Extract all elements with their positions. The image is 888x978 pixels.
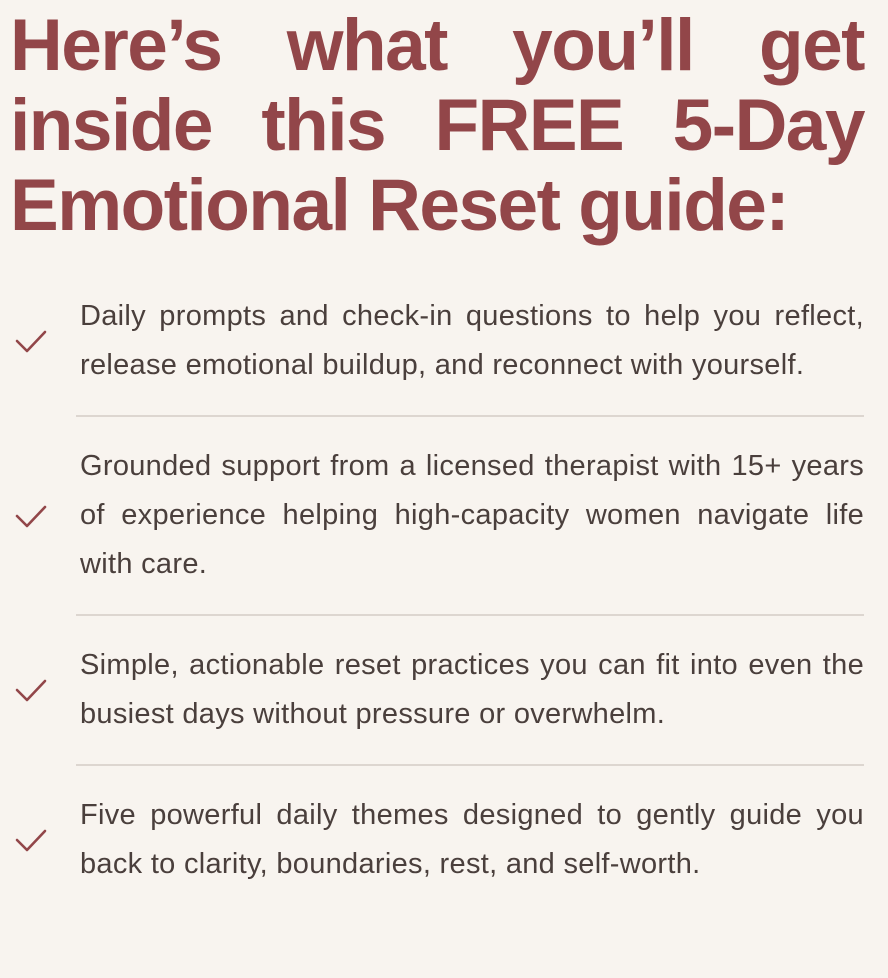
benefit-text: Grounded support from a licensed therapist with 15+ years of experience helping high-capacity women navigate life with care.: [80, 450, 864, 580]
benefit-text: Five powerful daily themes designed to gently guide you back to clarity, boundaries, rest, and self-worth.: [80, 799, 864, 880]
check-icon: [14, 502, 48, 530]
page-title: Here’s what you’ll get inside this FREE 5-Day Emotional Reset guide:: [10, 5, 864, 246]
benefit-item: [10, 791, 864, 889]
benefit-text: Daily prompts and check-in questions to help you reflect, release emotional buildup, and reconnect with yourself.: [80, 300, 864, 381]
benefit-item: [10, 641, 864, 739]
benefit-item: [10, 292, 864, 390]
check-icon: [14, 676, 48, 704]
divider: [76, 764, 864, 766]
divider: [76, 415, 864, 417]
benefits-list: [10, 292, 864, 889]
benefit-item: [10, 442, 864, 589]
check-icon: [14, 327, 48, 355]
divider: [76, 614, 864, 616]
check-icon: [14, 826, 48, 854]
benefit-text: Simple, actionable reset practices you can fit into even the busiest days without pressure or overwhelm.: [80, 649, 864, 730]
